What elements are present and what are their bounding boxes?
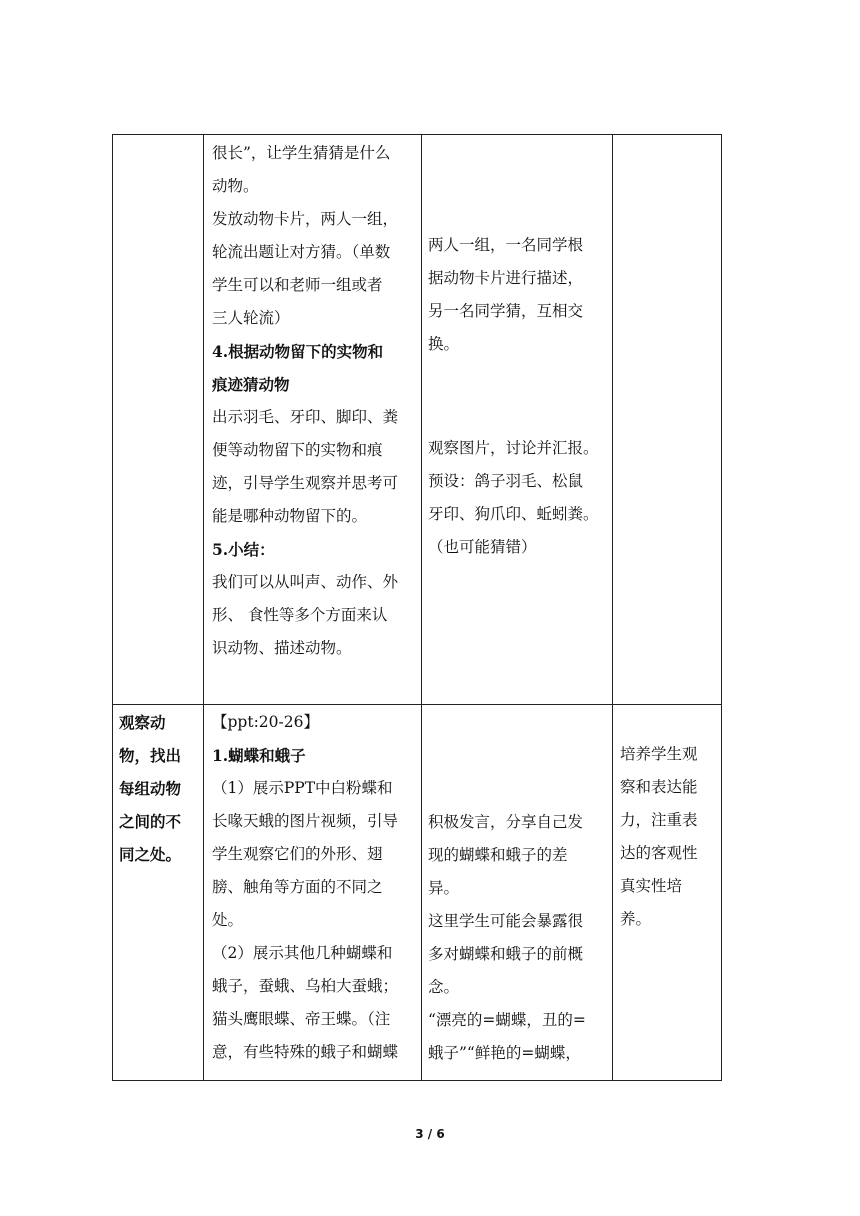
section-heading: 5.小结： xyxy=(212,540,275,559)
text-line: 养。 xyxy=(620,910,652,928)
page-number: 3 / 6 xyxy=(415,1127,445,1141)
text-line: 据动物卡片进行描述， xyxy=(428,269,584,287)
table-border-top xyxy=(112,134,722,135)
text-line: 识动物、描述动物。 xyxy=(212,639,352,657)
text-line: 迹，引导学生观察并思考可 xyxy=(212,474,399,492)
text-line: 积极发言，分享自己发 xyxy=(428,813,584,831)
row2-student-activity xyxy=(428,806,586,1070)
text-line: 便等动物留下的实物和痕 xyxy=(212,441,383,459)
text-line: 处。 xyxy=(212,911,244,929)
text-line: 现的蝴蝶和蛾子的差 xyxy=(428,846,568,864)
text-line: （1）展示PPT中白粉蝶和 xyxy=(212,779,393,797)
table-border-bottom xyxy=(112,1080,722,1081)
text-line: 异。 xyxy=(428,879,460,897)
text-line: 物，找出 xyxy=(119,746,182,765)
text-line: 意，有些特殊的蛾子和蝴蝶 xyxy=(212,1043,399,1061)
section-heading: 痕迹猜动物 xyxy=(212,375,290,394)
section-heading: 4.根据动物留下的实物和 xyxy=(212,342,384,361)
text-line: 很长”，让学生猜猜是什么 xyxy=(212,144,391,162)
text-line: 轮流出题让对方猜。（单数 xyxy=(212,243,391,261)
text-line: 观察动 xyxy=(119,713,166,732)
text-line: 学生观察它们的外形、翅 xyxy=(212,845,383,863)
text-line: 同之处。 xyxy=(119,845,182,864)
text-line: 动物。 xyxy=(212,177,259,195)
text-line: 另一名同学猜，互相交 xyxy=(428,302,584,320)
text-line: 形、 食性等多个方面来认 xyxy=(212,606,388,624)
table-border-right xyxy=(721,134,722,1081)
row1-teacher-activity xyxy=(212,137,398,665)
text-line: 观察图片，讨论并汇报。 xyxy=(428,439,599,457)
text-line: 达的客观性 xyxy=(620,844,698,862)
text-line: 每组动物 xyxy=(119,779,182,798)
text-line: 念。 xyxy=(428,978,460,996)
text-line: 发放动物卡片，两人一组， xyxy=(212,210,399,228)
text-line: 蛾子”“鲜艳的=蝴蝶， xyxy=(428,1044,581,1062)
text-line: 换。 xyxy=(428,335,460,353)
text-line: 长喙天蛾的图片视频，引导 xyxy=(212,812,399,830)
table-border-left xyxy=(112,134,113,1081)
text-line: 学生可以和老师一组或者 xyxy=(212,276,383,294)
text-line: （2）展示其他几种蝴蝶和 xyxy=(212,944,393,962)
ppt-reference: 【ppt:20-26】 xyxy=(212,713,319,731)
section-heading: 1.蝴蝶和蛾子 xyxy=(212,746,306,765)
text-line: “漂亮的=蝴蝶，丑的= xyxy=(428,1011,586,1029)
text-line: 预设：鸽子羽毛、松鼠 xyxy=(428,472,584,490)
text-line: 蛾子，蚕蛾、乌桕大蚕蛾； xyxy=(212,977,399,995)
text-line: 出示羽毛、牙印、脚印、粪 xyxy=(212,408,399,426)
text-line: 这里学生可能会暴露很 xyxy=(428,912,584,930)
text-line: 察和表达能 xyxy=(620,778,698,796)
table-divider-3 xyxy=(612,134,613,1081)
text-line: 猫头鹰眼蝶、帝王蝶。（注 xyxy=(212,1010,391,1028)
text-line: 牙印、狗爪印、蚯蚓粪。 xyxy=(428,505,599,523)
text-line: 多对蝴蝶和蛾子的前概 xyxy=(428,945,584,963)
text-line: （也可能猜错） xyxy=(428,538,537,556)
row2-design-intent xyxy=(620,738,698,936)
text-line: 能是哪种动物留下的。 xyxy=(212,507,368,525)
text-line: 我们可以从叫声、动作、外 xyxy=(212,573,399,591)
table-divider-1 xyxy=(203,134,204,1081)
row2-teacher-activity xyxy=(212,706,398,1069)
text-line: 两人一组，一名同学根 xyxy=(428,236,584,254)
row1-student-activity-a xyxy=(428,229,583,361)
row2-step-title xyxy=(119,706,181,871)
table-row-divider xyxy=(112,704,722,705)
text-line: 三人轮流） xyxy=(212,309,290,327)
text-line: 力，注重表 xyxy=(620,811,698,829)
text-line: 培养学生观 xyxy=(620,745,698,763)
row1-student-activity-b xyxy=(428,432,599,564)
text-line: 膀、触角等方面的不同之 xyxy=(212,878,383,896)
table-divider-2 xyxy=(421,134,422,1081)
text-line: 之间的不 xyxy=(119,812,182,831)
text-line: 真实性培 xyxy=(620,877,683,895)
